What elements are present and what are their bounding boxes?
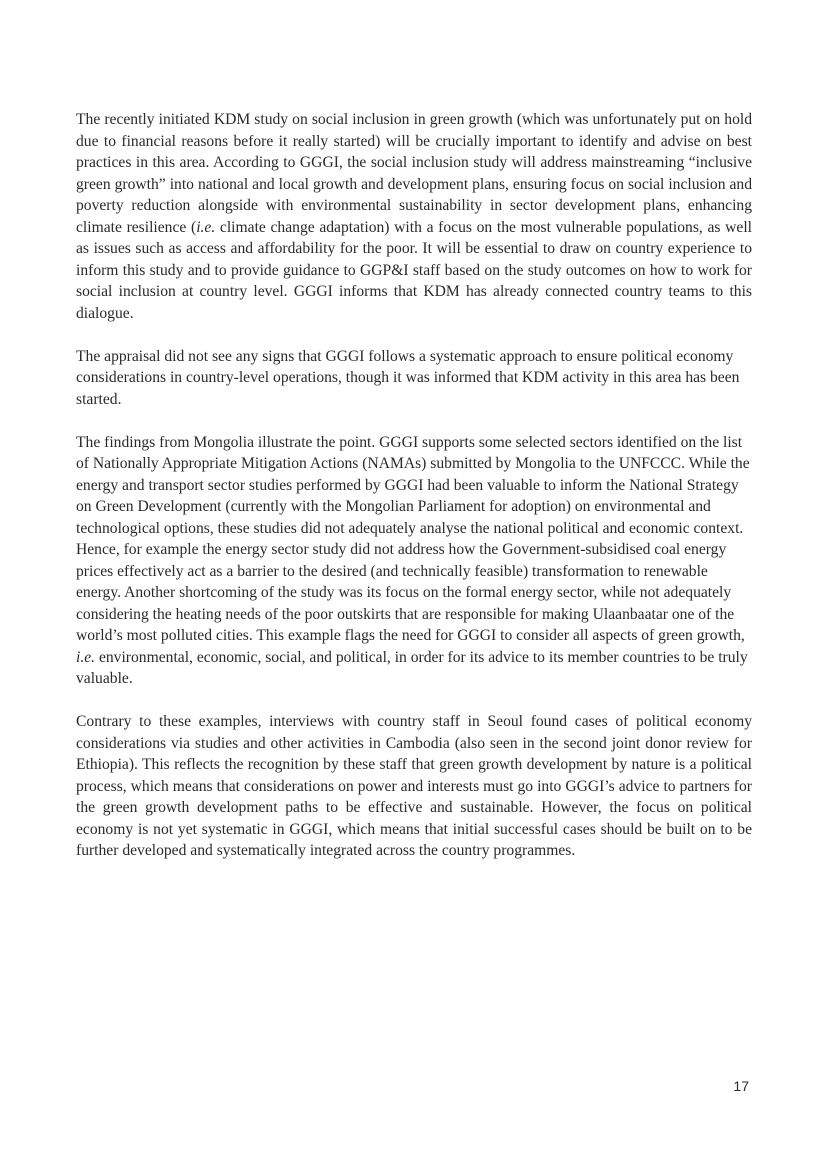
page-number: 17 xyxy=(733,1078,749,1094)
paragraph-political-economy xyxy=(76,711,752,862)
text-segment: Contrary to these examples, interviews with country staff in Seoul found cases of political economy considerations via studies and other activities in Cambodia (also seen in the second joint donor review for Ethiopia). This reflects the recognition by these staff that green growth development by nature is a political process, which means that considerations on power and interests must go into GGGI’s advice to partners for the green growth development paths to be effective and sustainable. However, the focus on political economy is not yet systematic in GGGI, which means that initial successful cases should be built on to be further developed and systematically integrated across the country programmes. xyxy=(76,713,752,859)
text-segment-italic: i.e. xyxy=(196,218,216,236)
text-segment: The findings from Mongolia illustrate the point. GGGI supports some selected sectors identified on the list of Nationally Appropriate Mitigation Actions (NAMAs) submitted by Mongolia to the UNFCCC. While the energy and transport sector studies performed by GGGI had been valuable to inform the National Strategy on Green Development (currently with the Mongolian Parliament for adoption) on environmental and technological options, these studies did not adequately analyse the national political and economic context. Hence, for example the energy sector study did not address how the Government-subsidised coal energy prices effectively act as a barrier to the desired (and technically feasible) transformation to renewable energy. Another shortcoming of the study was its focus on the formal energy sector, while not adequately considering the heating needs of the poor outskirts that are responsible for making Ulaanbaatar one of the world’s most polluted cities. This example flags the need for GGGI to consider all aspects of green growth, xyxy=(76,433,750,644)
text-segment-italic: i.e. xyxy=(76,648,96,666)
paragraph-appraisal xyxy=(76,346,752,411)
text-segment: environmental, economic, social, and political, in order for its advice to its member countries to be truly valuable. xyxy=(76,648,748,687)
paragraph-social-inclusion xyxy=(76,109,752,324)
paragraph-mongolia xyxy=(76,432,752,690)
body-text xyxy=(76,109,752,883)
text-segment: The recently initiated KDM study on social inclusion in green growth (which was unfortunately put on hold due to financial reasons before it really started) will be crucially important to identify and advise on best practices in this area. According to GGGI, the social inclusion study will address mainstreaming “inclusive green growth” into national and local growth and development plans, ensuring focus on social inclusion and poverty reduction alongside with environmental sustainability in sector development plans, enhancing climate resilience ( xyxy=(76,111,752,236)
text-segment: climate change adaptation) with a focus on the most vulnerable populations, as well as issues such as access and affordability for the poor. It will be essential to draw on country experience to inform this study and to provide guidance to GGP&I staff based on the study outcomes on how to work for social inclusion at country level. GGGI informs that KDM has already connected country teams to this dialogue. xyxy=(76,218,752,322)
text-segment: The appraisal did not see any signs that GGGI follows a systematic approach to ensure political economy considerations in country-level operations, though it was informed that KDM activity in this area has been started. xyxy=(76,347,740,408)
